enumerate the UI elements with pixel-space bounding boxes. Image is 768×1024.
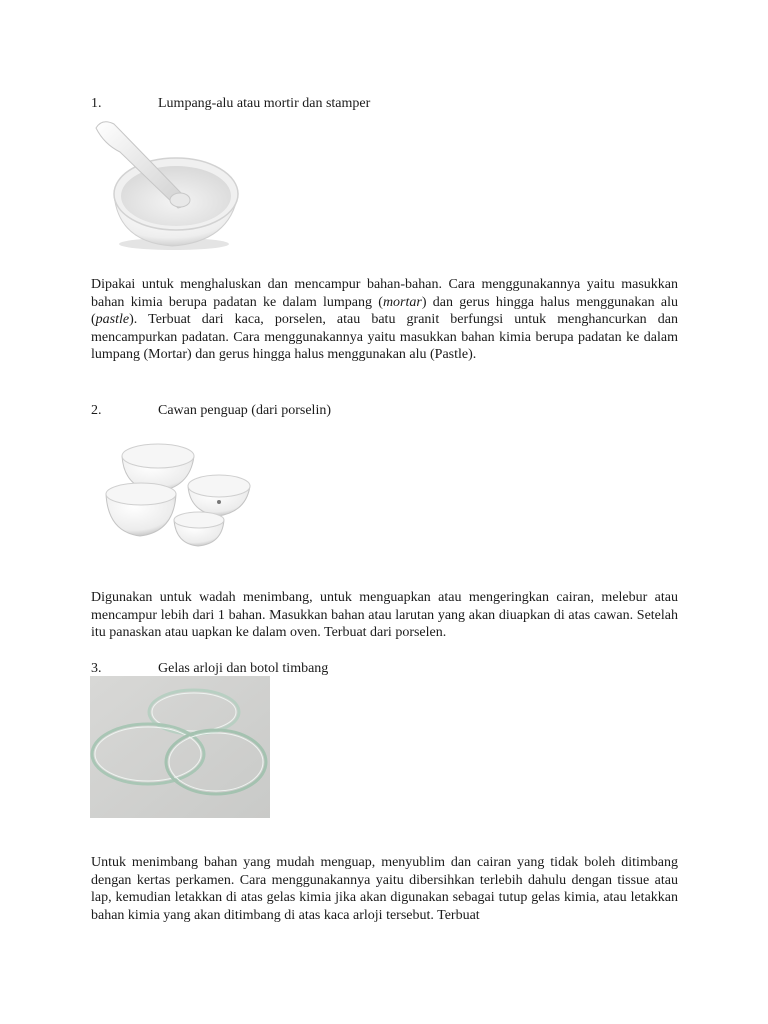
section-3-paragraph: Untuk menimbang bahan yang mudah menguap, menyublim dan cairan yang tidak boleh ditimbang dengan kertas perkamen. Cara menggunakannya yaitu dibersihkan terlebih dahulu dengan tissue atau lap, kemudian letakkan di atas gelas kimia jika akan digunakan sebagai tutup gelas kimia, atau letakkan bahan kimia yang akan ditimbang di atas kaca arloji tersebut. Terbuat — [91, 855, 678, 923]
section-1-heading — [91, 95, 370, 112]
section-1-number: 1. — [91, 96, 102, 111]
evaporating-dishes-image — [104, 436, 254, 556]
section-3-heading — [91, 660, 328, 677]
section-3-number: 3. — [91, 661, 102, 676]
section-3-title: Gelas arloji dan botol timbang — [158, 661, 329, 676]
section-2-heading — [91, 402, 331, 419]
section-1-title: Lumpang-alu atau mortir dan stamper — [158, 96, 371, 111]
section-2-paragraph: Digunakan untuk wadah menimbang, untuk menguapkan atau mengeringkan cairan, melebur atau mencampur lebih dari 1 bahan. Masukkan bahan atau larutan yang akan diuapkan di atas cawan. Setelah itu panaskan atau uapkan ke dalam oven. Terbuat dari porselen. — [91, 590, 678, 641]
section-1-term-pastle: pastle — [95, 312, 130, 328]
mortar-pestle-image — [92, 114, 242, 252]
section-2-title: Cawan penguap (dari porselin) — [158, 403, 331, 418]
section-1-text-b: ) dan gerus hingga halus menggunakan alu ( — [91, 294, 678, 328]
watch-glasses-image — [90, 676, 270, 818]
section-1-text-a: Dipakai untuk menghaluskan dan mencampur bahan-bahan. Cara menggunakannya yaitu masukkan bahan kimia berupa padatan ke dalam lumpang ( — [91, 277, 678, 310]
section-1-paragraph — [91, 276, 678, 364]
section-2-number: 2. — [91, 403, 102, 418]
section-1-text-c: ). Terbuat dari kaca, porselen, atau batu granit berfungsi untuk menghancurkan dan mencampurkan padatan. Cara menggunakannya yaitu masukkan bahan kimia berupa padatan ke dalam lumpang (Mortar) dan gerus hingga halus menggunakan alu (Pastle). — [91, 312, 678, 363]
section-1-term-mortar: mortar — [382, 294, 422, 310]
